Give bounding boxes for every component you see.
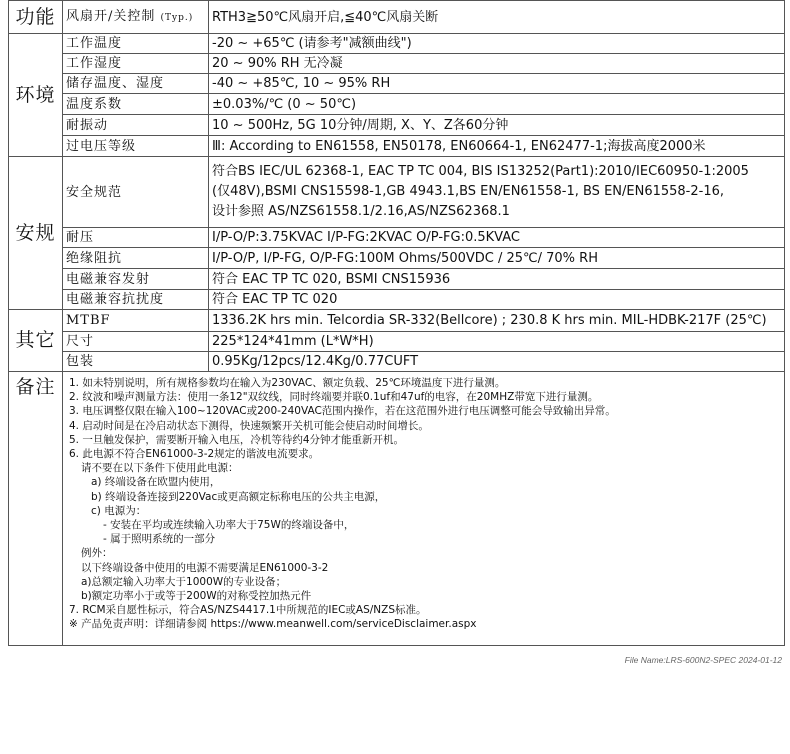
value-working-humidity: 20 ~ 90% RH 无冷凝 [209, 54, 785, 74]
value-withstand-voltage: I/P-O/P:3.75KVAC I/P-FG:2KVAC O/P-FG:0.5KVAC [209, 228, 785, 248]
value-storage: -40 ~ +85℃, 10 ~ 95% RH [209, 74, 785, 94]
label-withstand-voltage: 耐压 [63, 228, 209, 248]
value-mtbf: 1336.2K hrs min. Telcordia SR-332(Bellcore) ; 230.8 K hrs min. MIL-HDBK-217F (25℃) [209, 310, 785, 332]
note-line: - 属于照明系统的一部分 [103, 533, 216, 546]
row-vibration [9, 115, 785, 136]
note-line: 请不要在以下条件下使用此电源： [81, 462, 239, 475]
row-emc-immunity [9, 290, 785, 310]
value-vibration: 10 ~ 500Hz, 5G 10分钟/周期, X、Y、Z各60分钟 [209, 115, 785, 136]
row-temp-coefficient [9, 94, 785, 115]
value-fan-control: RTH3≧50℃风扇开启,≦40℃风扇关断 [209, 1, 785, 34]
value-dimension: 225*124*41mm (L*W*H) [209, 332, 785, 352]
label-working-temp: 工作温度 [63, 34, 209, 54]
row-overvoltage-category [9, 136, 785, 157]
note-line: b)额定功率小于或等于200W的对称受控加热元件 [81, 590, 312, 603]
row-fan-control [9, 1, 785, 34]
row-withstand-voltage [9, 228, 785, 248]
fan-control-label-text: 风扇开/关控制 [66, 8, 156, 24]
row-working-temp [9, 34, 785, 54]
file-name-footer: File Name:LRS-600N2-SPEC 2024-01-12 [624, 655, 782, 665]
note-line: 7. RCM采自愿性标示，符合AS/NZS4417.1中所规范的IEC或AS/NZS标准。 [69, 604, 427, 617]
note-line: 例外： [81, 547, 113, 560]
note-line: b) 终端设备连接到220Vac或更高额定标称电压的公共主电源， [91, 490, 386, 503]
label-overvoltage-category: 过电压等级 [63, 136, 209, 157]
note-line: a) 终端设备在欧盟内使用， [91, 476, 221, 489]
row-emc-emission [9, 269, 785, 290]
note-line: - 安装在平均或连续输入功率大于75W的终端设备中， [103, 519, 355, 532]
row-mtbf [9, 310, 785, 332]
note-line: 1. 如未特别说明，所有规格参数均在输入为230VAC、额定负载、25℃环境温度下进行量测。 [69, 377, 506, 389]
row-packing [9, 352, 785, 372]
row-notes [9, 372, 785, 646]
label-working-humidity: 工作湿度 [63, 54, 209, 74]
safety-line-2: (仅48V),BSMI CNS15598-1,GB 4943.1,BS EN/EN61558-1, BS EN/EN61558-2-16, [212, 184, 725, 199]
note-line: a)总额定输入功率大于1000W的专业设备； [81, 575, 287, 588]
label-vibration: 耐振动 [63, 115, 209, 136]
label-safety-standards: 安全规范 [63, 157, 209, 228]
category-environment: 环境 [9, 34, 63, 157]
row-working-humidity [9, 54, 785, 74]
note-line: c) 电源为： [91, 504, 147, 517]
typ-note: (Typ.) [160, 12, 194, 23]
label-isolation-resistance: 绝缘阻抗 [63, 248, 209, 269]
row-isolation-resistance [9, 248, 785, 269]
safety-line-1: 符合BS IEC/UL 62368-1, EAC TP TC 004, BIS IS13252(Part1):2010/IEC60950-1:2005 [212, 164, 749, 179]
notes-list [69, 376, 778, 632]
note-line: 4. 启动时间是在冷启动状态下测得，快速频繁开关机可能会使启动时间增长。 [69, 419, 429, 432]
label-packing: 包装 [63, 352, 209, 372]
value-working-temp: -20 ~ +65℃ (请参考"减额曲线") [209, 34, 785, 54]
label-mtbf: MTBF [63, 310, 209, 332]
note-line: 以下终端设备中使用的电源不需要满足EN61000-3-2 [81, 561, 329, 574]
row-dimension [9, 332, 785, 352]
value-safety-standards [209, 157, 785, 228]
row-storage [9, 74, 785, 94]
value-emc-emission: 符合 EAC TP TC 020, BSMI CNS15936 [209, 269, 785, 290]
spec-table [8, 0, 785, 646]
row-safety-standards [9, 157, 785, 228]
label-fan-control [63, 1, 209, 34]
value-packing: 0.95Kg/12pcs/12.4Kg/0.77CUFT [209, 352, 785, 372]
value-temp-coefficient: ±0.03%/℃ (0 ~ 50℃) [209, 94, 785, 115]
safety-line-3: 设计参照 AS/NZS61558.1/2.16,AS/NZS62368.1 [212, 204, 510, 219]
note-line[interactable]: ※ 产品免责声明：详细请参阅 https://www.meanwell.com/serviceDisclaimer.aspx [69, 618, 477, 631]
notes-content [63, 372, 785, 646]
value-overvoltage-category: Ⅲ: According to EN61558, EN50178, EN60664-1, EN62477-1;海拔高度2000米 [209, 136, 785, 157]
label-storage: 储存温度、湿度 [63, 74, 209, 94]
category-function: 功能 [9, 1, 63, 34]
category-notes: 备注 [9, 372, 63, 646]
note-line: 2. 纹波和噪声测量方法：使用一条12"双纹线，同时终端要并联0.1uf和47uf的电容，在20MHZ带宽下进行量测。 [69, 391, 599, 404]
label-emc-immunity: 电磁兼容抗扰度 [63, 290, 209, 310]
value-isolation-resistance: I/P-O/P, I/P-FG, O/P-FG:100M Ohms/500VDC / 25℃/ 70% RH [209, 248, 785, 269]
label-dimension: 尺寸 [63, 332, 209, 352]
value-emc-immunity: 符合 EAC TP TC 020 [209, 290, 785, 310]
note-line: 6. 此电源不符合EN61000-3-2规定的谐波电流要求。 [69, 448, 320, 461]
note-line: 5. 一旦触发保护，需要断开输入电压，冷机等待约4分钟才能重新开机。 [69, 433, 405, 446]
note-line: 3. 电压调整仅限在输入100~120VAC或200-240VAC范围内操作，若在这范围外进行电压调整可能会导致输出异常。 [69, 405, 616, 418]
label-temp-coefficient: 温度系数 [63, 94, 209, 115]
label-emc-emission: 电磁兼容发射 [63, 269, 209, 290]
category-safety: 安规 [9, 157, 63, 310]
category-others: 其它 [9, 310, 63, 372]
